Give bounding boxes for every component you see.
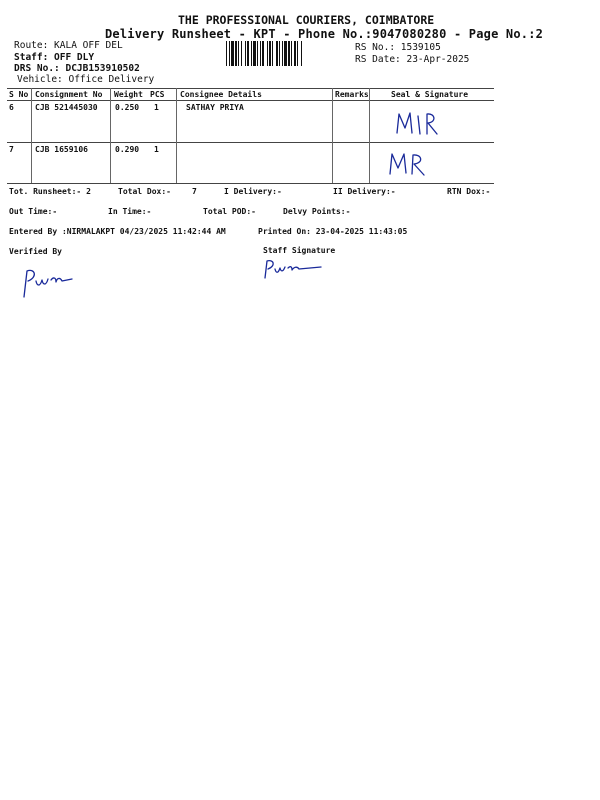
- verified-by-label: Verified By: [9, 247, 62, 256]
- col-header-pcs: PCS: [150, 90, 165, 99]
- row-sno: 6: [9, 103, 14, 112]
- rtn-dox: RTN Dox:-: [447, 187, 491, 196]
- row-pcs: 1: [154, 145, 159, 154]
- col-header-sno: S No: [9, 90, 29, 99]
- total-dox: Total Dox:-: [118, 187, 171, 196]
- row-divider: [7, 142, 494, 143]
- delvy-points: Delvy Points:-: [283, 207, 351, 216]
- col-header-weight: Weight: [114, 90, 143, 99]
- staff-signature: [261, 258, 327, 282]
- drs-number: DRS No.: DCJB153910502: [14, 63, 140, 74]
- column-divider: [176, 88, 177, 183]
- seal-signature-row-7: [386, 150, 432, 180]
- col-header-remarks: Remarks: [335, 90, 369, 99]
- row-weight: 0.290: [115, 145, 140, 154]
- runsheet-subtitle: Delivery Runsheet - KPT - Phone No.:9047080280 - Page No.:2: [105, 27, 544, 41]
- i-delivery: I Delivery:-: [224, 187, 282, 196]
- column-divider: [369, 88, 370, 183]
- seal-signature-row-6: [394, 108, 444, 138]
- row-sno: 7: [9, 145, 14, 154]
- total-dox-value: 7: [192, 187, 197, 196]
- ii-delivery: II Delivery:-: [333, 187, 396, 196]
- vehicle: Vehicle: Office Delivery: [17, 74, 155, 85]
- table-bottom-rule: [7, 183, 494, 184]
- barcode: [226, 41, 350, 66]
- column-divider: [332, 88, 333, 183]
- row-weight: 0.250: [115, 103, 140, 112]
- table-header-rule: [7, 100, 494, 101]
- verified-by-signature: [18, 265, 78, 301]
- row-consignee: SATHAY PRIYA: [186, 103, 244, 112]
- barcode-bar: [302, 41, 303, 66]
- col-header-consignee: Consignee Details: [180, 90, 262, 99]
- column-divider: [110, 88, 111, 183]
- in-time: In Time:-: [108, 207, 152, 216]
- staff: Staff: OFF DLY: [14, 52, 95, 63]
- col-header-seal: Seal & Signature: [391, 90, 469, 99]
- printed-on: Printed On: 23-04-2025 11:43:05: [258, 227, 408, 236]
- row-pcs: 1: [154, 103, 159, 112]
- route: Route: KALA OFF DEL: [14, 40, 123, 51]
- tot-runsheet: Tot. Runsheet:- 2: [9, 187, 91, 196]
- total-pod: Total POD:-: [203, 207, 256, 216]
- col-header-consignment: Consignment No: [35, 90, 103, 99]
- out-time: Out Time:-: [9, 207, 58, 216]
- row-consignment: CJB 1659106: [35, 145, 88, 154]
- column-divider: [31, 88, 32, 183]
- rs-number: RS No.: 1539105: [355, 42, 441, 53]
- rs-date: RS Date: 23-Apr-2025: [355, 54, 470, 65]
- staff-signature-label: Staff Signature: [263, 246, 336, 255]
- entered-by: Entered By :NIRMALAKPT 04/23/2025 11:42:44 AM: [9, 227, 226, 236]
- company-name: THE PROFESSIONAL COURIERS, COIMBATORE: [178, 13, 435, 27]
- table-top-rule: [7, 88, 494, 89]
- row-consignment: CJB 521445030: [35, 103, 98, 112]
